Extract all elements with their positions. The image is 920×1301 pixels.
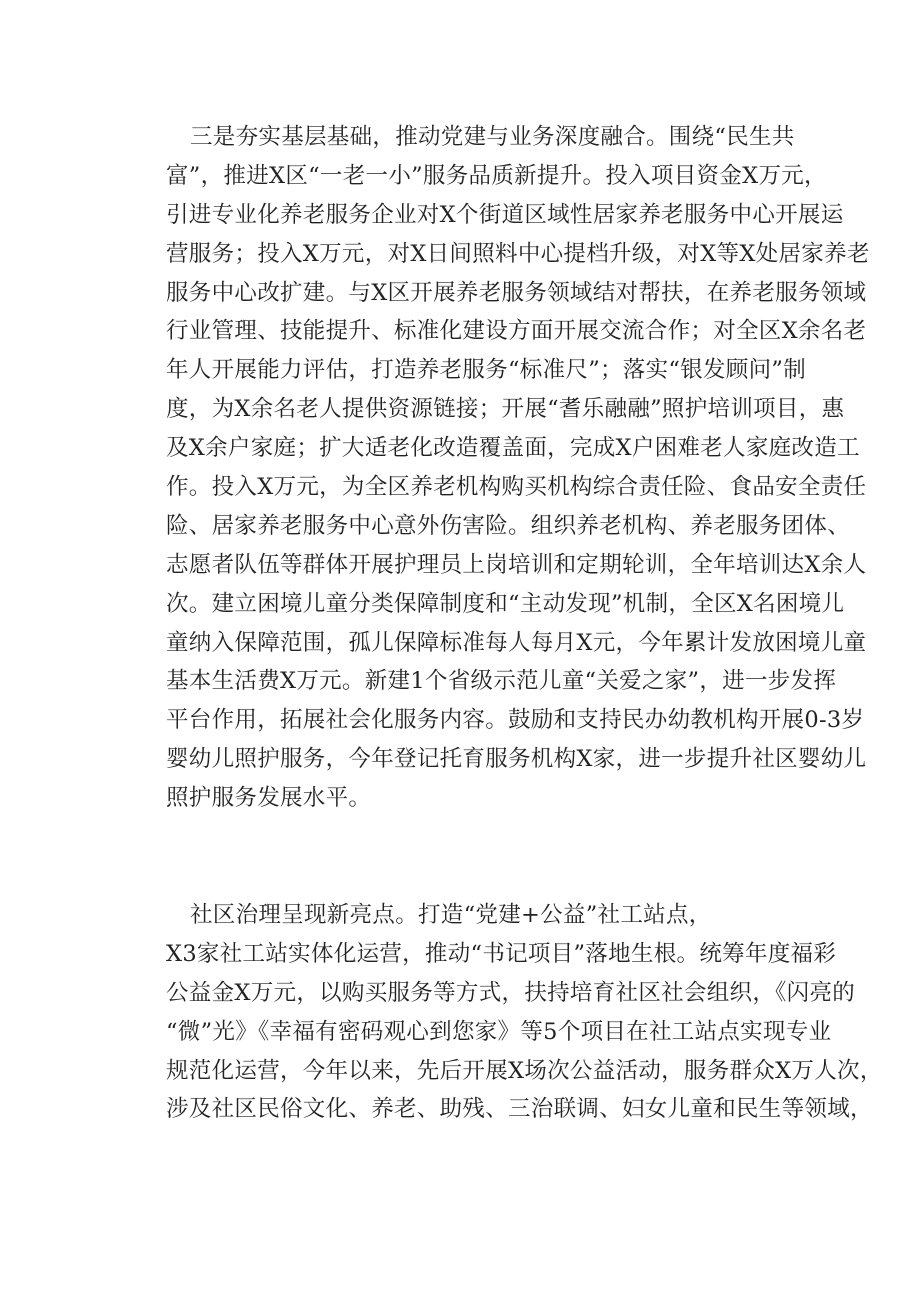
text-line: 险、居家养老服务中心意外伤害险。组织养老机构、养老服务团体、 [166,512,851,539]
paragraph-elderly-children-services [166,118,870,818]
text-line: 富”，推进X区“一老一小”服务品质新提升。投入项目资金X万元， [166,162,827,189]
text-line: 童纳入保障范围，孤儿保障标准每人每月X元，今年累计发放困境儿童 [166,629,867,656]
text-line: 涉及社区民俗文化、养老、助残、三治联调、妇女儿童和民生等领域， [166,1096,873,1123]
text-line: 引进专业化养老服务企业对X个街道区域性居家养老服务中心开展运 [166,201,844,228]
text-line: 照护服务发展水平。 [166,785,372,812]
text-line: 行业管理、技能提升、标准化建设方面开展交流合作；对全区X余名老 [166,318,867,345]
text-line: 年人开展能力评估，打造养老服务“标准尺”；落实“银发顾问”制 [166,357,807,384]
text-line: 公益金X万元，以购买服务等方式，扶持培育社区社会组织，《闪亮的 [166,979,856,1006]
text-line: 服务中心改扩建。与X区开展养老服务领域结对帮扶，在养老服务领域 [166,279,867,306]
text-line: 基本生活费X万元。新建1个省级示范儿童“关爱之家”，进一步发挥 [166,668,837,695]
text-line: X3家社工站实体化运营，推动“书记项目”落地生根。统筹年度福彩 [166,940,837,967]
text-line: “微”光》《幸福有密码观心到您家》等5个项目在社工站点实现专业 [166,1018,832,1045]
text-line: 及X余户家庭；扩大适老化改造覆盖面，完成X户困难老人家庭改造工 [166,435,860,462]
text-line: 度，为X余名老人提供资源链接；开展“耆乐融融”照护培训项目，惠 [166,396,845,423]
text-line: 志愿者队伍等群体开展护理员上岗培训和定期轮训，全年培训达X余人 [166,551,867,578]
text-line: 作。投入X万元，为全区养老机构购买机构综合责任险、食品安全责任 [166,474,867,501]
text-line: 规范化运营，今年以来，先后开展X场次公益活动，服务群众X万人次， [166,1057,883,1084]
text-line: 次。建立困境儿童分类保障制度和“主动发现”机制，全区X名困境儿 [166,590,845,617]
text-line: 营服务；投入X万元，对X日间照料中心提档升级，对X等X处居家养老 [166,240,870,267]
text-line: 三是夯实基层基础，推动党建与业务深度融合。围绕“民生共 [190,124,795,150]
text-line: 平台作用，拓展社会化服务内容。鼓励和支持民办幼教机构开展0-3岁 [166,707,865,734]
text-line: 婴幼儿照护服务，今年登记托育服务机构X家，进一步提升社区婴幼儿 [166,746,867,773]
paragraph-community-governance [166,896,883,1129]
text-line: 社区治理呈现新亮点。打造“党建+公益”社工站点， [190,902,712,928]
